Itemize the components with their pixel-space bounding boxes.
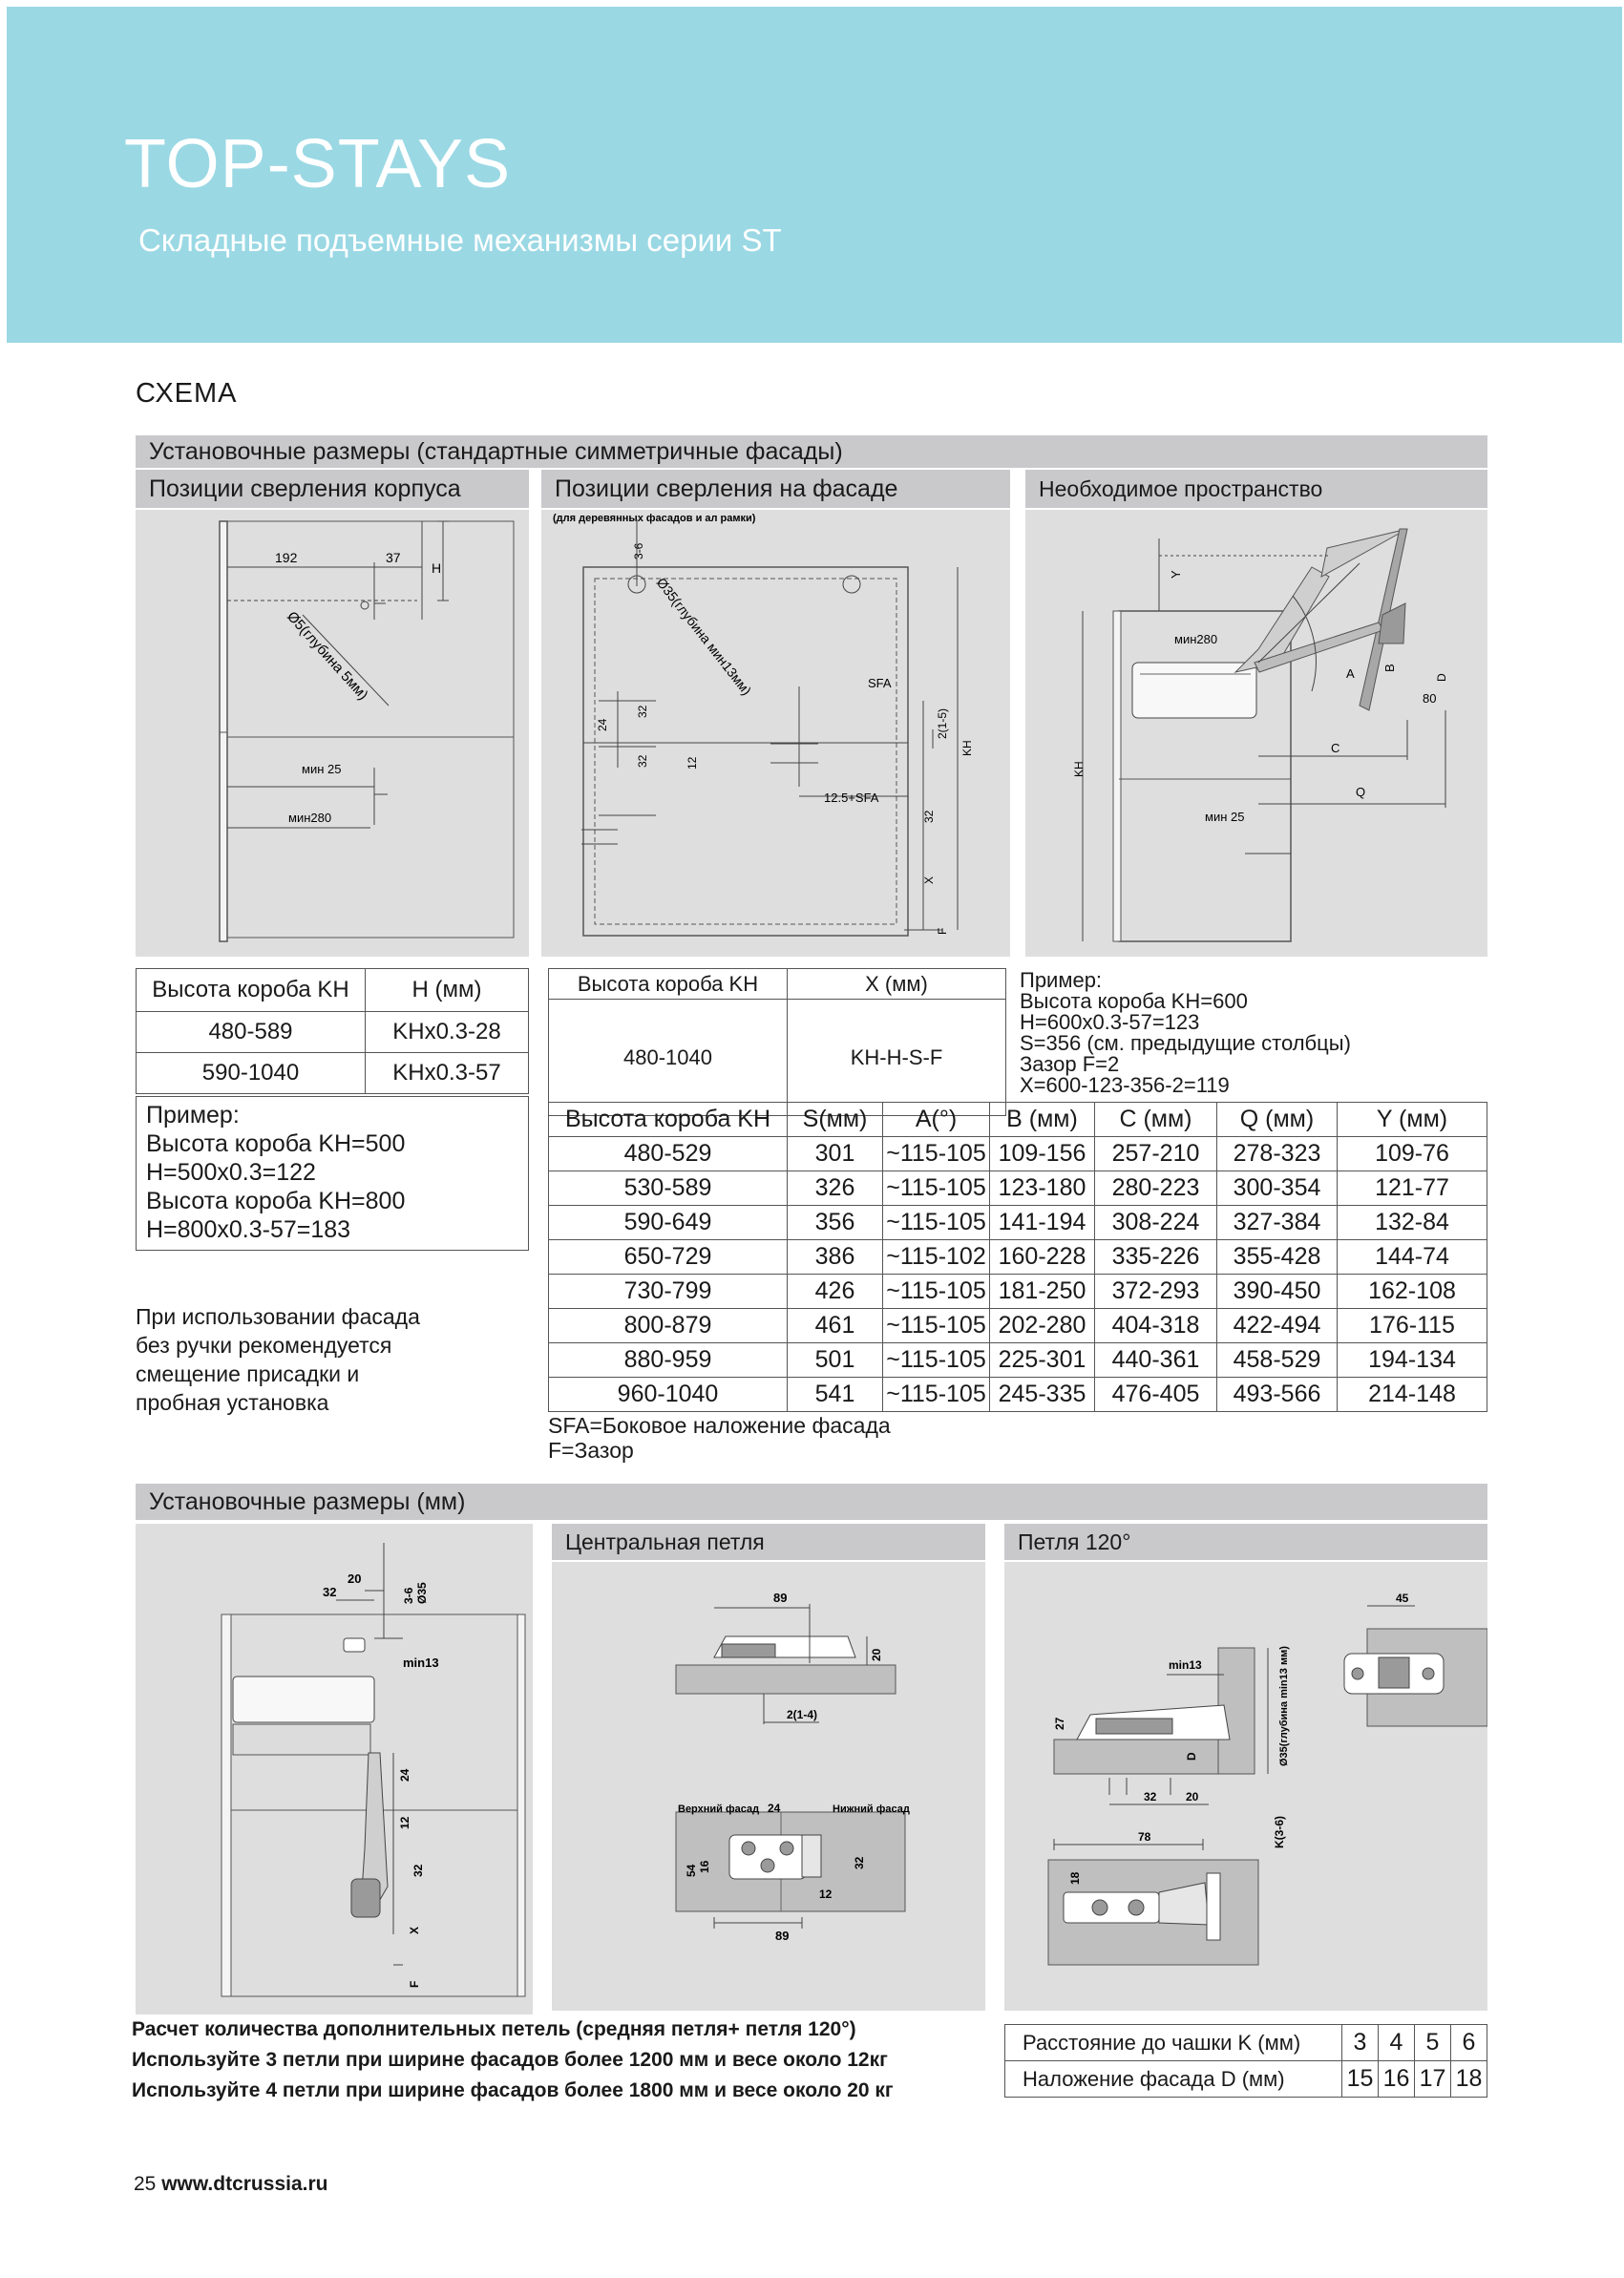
- example-right-line: S=356 (см. предыдущие столбцы): [1020, 1031, 1351, 1055]
- dim-12: 12: [819, 1888, 833, 1901]
- section2-title-bar: [136, 1484, 1487, 1520]
- table-cell: 650-729: [549, 1240, 788, 1275]
- page-number: 25: [134, 2173, 157, 2195]
- table-cell: 501: [788, 1343, 883, 1378]
- dim-27: 27: [1053, 1717, 1066, 1730]
- table-cell: KHx0.3-28: [366, 1012, 529, 1053]
- legend: [548, 1413, 891, 1463]
- table-cell: 109-76: [1338, 1137, 1487, 1171]
- dim-32b: 32: [636, 754, 649, 768]
- dim-2-1-5: 2(1-5): [936, 707, 949, 739]
- example-left-line: H=800x0.3-57=183: [146, 1216, 351, 1243]
- table-row: [549, 1309, 1487, 1343]
- dim-32: 32: [853, 1856, 866, 1869]
- note-line: пробная установка: [136, 1390, 329, 1415]
- dim-32c: 32: [922, 810, 936, 823]
- dim-f: F: [408, 1980, 421, 1988]
- dim-32a: 32: [636, 705, 649, 718]
- dim-min280: мин280: [1174, 632, 1218, 646]
- legend-f: F=Зазор: [548, 1438, 634, 1463]
- table-cell: 4: [1379, 2025, 1415, 2061]
- panel-a-title-bar: [136, 470, 529, 508]
- table-row: [549, 1240, 1487, 1275]
- main-header-c: C (мм): [1095, 1103, 1217, 1137]
- table-cell: 5: [1415, 2025, 1451, 2061]
- table-cell: 422-494: [1217, 1309, 1338, 1343]
- dim-kh: KH: [1072, 761, 1086, 777]
- table-cell: 121-77: [1338, 1171, 1487, 1206]
- dim-20: 20: [348, 1571, 362, 1586]
- example-right-box: [1020, 970, 1351, 1096]
- table-cell: 356: [788, 1206, 883, 1240]
- table-cell: ~115-102: [883, 1240, 990, 1275]
- calc-line: Используйте 3 петли при ширине фасадов более 1200 мм и весе около 12кг: [132, 2049, 888, 2071]
- table-cell: KHx0.3-57: [366, 1053, 529, 1094]
- table-cell: 480-1040: [549, 1000, 788, 1116]
- section2-panel-c-bar: [1004, 1524, 1487, 1560]
- dim-x: X: [922, 875, 936, 884]
- table-cell: ~115-105: [883, 1206, 990, 1240]
- main-header-q: Q (мм): [1217, 1103, 1338, 1137]
- table-cell: 458-529: [1217, 1343, 1338, 1378]
- example-right-line: Пример:: [1020, 968, 1103, 992]
- website-link[interactable]: www.dtcrussia.ru: [161, 2173, 328, 2195]
- table-cell: 480-589: [137, 1012, 366, 1053]
- header-banner: [7, 7, 1622, 343]
- table-cell: ~115-105: [883, 1309, 990, 1343]
- dim-kh: KH: [960, 740, 974, 756]
- table-cell: 480-529: [549, 1137, 788, 1171]
- note-line: без ручки рекомендуется: [136, 1333, 392, 1358]
- table-cell: 18: [1451, 2061, 1487, 2098]
- table-cell: 960-1040: [549, 1378, 788, 1412]
- table-cell: 225-301: [990, 1343, 1095, 1378]
- top-facade-label: Верхний фасад: [678, 1803, 760, 1815]
- dim-h: H: [432, 560, 442, 576]
- section2-panel-b-title: Центральная петля: [565, 1529, 765, 1554]
- dim-3-6: 3-6: [402, 1587, 415, 1604]
- table-row: [549, 1378, 1487, 1412]
- table-h-header-h: H (мм): [366, 969, 529, 1012]
- dim-a: A: [1346, 666, 1355, 681]
- dim-18: 18: [1068, 1871, 1082, 1885]
- table-cell: 590-1040: [137, 1053, 366, 1094]
- dim-sfa: SFA: [868, 676, 892, 690]
- example-left-box: [136, 1096, 529, 1251]
- table-cell: 162-108: [1338, 1275, 1487, 1309]
- table-cell: 123-180: [990, 1171, 1095, 1206]
- table-cell: 326: [788, 1171, 883, 1206]
- example-left-line: Высота короба KH=800: [146, 1188, 406, 1214]
- table-row: [549, 1275, 1487, 1309]
- table-cell: 278-323: [1217, 1137, 1338, 1171]
- table-row: [1005, 2061, 1487, 2098]
- dim-min13: min13: [403, 1656, 439, 1670]
- table-cell: 590-649: [549, 1206, 788, 1240]
- table-cell: 493-566: [1217, 1378, 1338, 1412]
- dim-12: 12: [685, 756, 699, 770]
- dim-k: K(3-6): [1273, 1815, 1286, 1848]
- scheme-heading: СХЕМА: [136, 378, 238, 409]
- dim-24: 24: [398, 1768, 411, 1782]
- section1-title-text: Установочные размеры (стандартные симметричные фасады): [149, 437, 843, 465]
- table-cell: 541: [788, 1378, 883, 1412]
- dim-2-1-4: 2(1-4): [787, 1708, 818, 1721]
- table-cell: ~115-105: [883, 1171, 990, 1206]
- dim-45: 45: [1396, 1592, 1409, 1605]
- brand-subtitle: Складные подъемные механизмы серии ST: [138, 222, 782, 258]
- table-cell: 109-156: [990, 1137, 1095, 1171]
- dim-q: Q: [1356, 785, 1366, 799]
- main-header-y: Y (мм): [1338, 1103, 1487, 1137]
- depth-label: Ø35(глубина min13 мм): [1278, 1646, 1290, 1766]
- table-cell: ~115-105: [883, 1275, 990, 1309]
- dim-b: B: [1382, 664, 1397, 672]
- table-x-header-kh: Высота короба KH: [549, 969, 788, 1000]
- brand-title: TOP-STAYS: [124, 126, 512, 202]
- table-cell: 386: [788, 1240, 883, 1275]
- table-cell: 461: [788, 1309, 883, 1343]
- hinge-calculation: [132, 2014, 894, 2106]
- table-cell: 3: [1342, 2025, 1379, 2061]
- table-cell: 141-194: [990, 1206, 1095, 1240]
- table-cell: 132-84: [1338, 1206, 1487, 1240]
- table-cell: ~115-105: [883, 1137, 990, 1171]
- facade-hole-label: Ø35(глубина мин13мм): [653, 574, 755, 698]
- dim-35: Ø35: [415, 1582, 429, 1604]
- dim-24: 24: [768, 1802, 781, 1815]
- section1-title: [136, 435, 1487, 468]
- table-cell: 280-223: [1095, 1171, 1217, 1206]
- panel-c-title-bar: [1025, 470, 1487, 508]
- central-hinge-diagram: [552, 1562, 985, 2011]
- dim-32b: 32: [411, 1864, 425, 1877]
- table-cell: 300-354: [1217, 1171, 1338, 1206]
- main-header-b: B (мм): [990, 1103, 1095, 1137]
- dim-37: 37: [386, 550, 401, 565]
- table-cell: 301: [788, 1137, 883, 1171]
- cabinet-drilling-diagram: [136, 510, 529, 957]
- table-cell: 530-589: [549, 1171, 788, 1206]
- table-cell: 160-228: [990, 1240, 1095, 1275]
- table-row: [549, 1137, 1487, 1171]
- dim-min25: мин 25: [302, 762, 342, 776]
- dim-f: F: [936, 927, 949, 935]
- table-cell: 440-361: [1095, 1343, 1217, 1378]
- table-cell: KH-H-S-F: [788, 1000, 1006, 1116]
- table-x: [548, 968, 1006, 1116]
- table-cell: 17: [1415, 2061, 1451, 2098]
- dim-32: 32: [323, 1585, 337, 1599]
- dim-20: 20: [1186, 1790, 1199, 1803]
- example-left-line: Пример:: [146, 1102, 240, 1128]
- table-cell: 202-280: [990, 1309, 1095, 1343]
- dim-min13: min13: [1169, 1658, 1202, 1672]
- dim-32: 32: [1144, 1790, 1157, 1803]
- table-cell: 327-384: [1217, 1206, 1338, 1240]
- dim-min25: мин 25: [1205, 810, 1245, 824]
- main-dimension-table: [548, 1102, 1487, 1412]
- legend-sfa: SFA=Боковое наложение фасада: [548, 1413, 891, 1438]
- table-row: [549, 1343, 1487, 1378]
- table-cell: 194-134: [1338, 1343, 1487, 1378]
- facade-drilling-diagram: [541, 510, 1010, 957]
- dim-89: 89: [773, 1591, 788, 1605]
- dim-89b: 89: [775, 1929, 790, 1943]
- example-right-line: Высота короба KH=600: [1020, 989, 1248, 1013]
- dim-3-6: 3-6: [632, 542, 645, 559]
- panel-c-title: Необходимое пространство: [1039, 475, 1323, 501]
- k-distance-table: [1004, 2024, 1487, 2098]
- table-cell: 15: [1342, 2061, 1379, 2098]
- section2-panel-c-title: Петля 120°: [1018, 1529, 1131, 1554]
- dim-d: D: [1185, 1752, 1198, 1761]
- table-cell: 144-74: [1338, 1240, 1487, 1275]
- table-cell: 800-879: [549, 1309, 788, 1343]
- table-row: [549, 1206, 1487, 1240]
- dim-c: C: [1331, 741, 1340, 755]
- table-cell: 176-115: [1338, 1309, 1487, 1343]
- dim-78: 78: [1138, 1830, 1151, 1844]
- table-h-header-kh: Высота короба KH: [137, 969, 366, 1012]
- table-cell: ~115-105: [883, 1343, 990, 1378]
- table-row: [1005, 2025, 1487, 2061]
- table-cell: 372-293: [1095, 1275, 1217, 1309]
- dim-80: 80: [1423, 691, 1437, 706]
- panel-b-title-bar: [541, 470, 1010, 508]
- table-cell: 476-405: [1095, 1378, 1217, 1412]
- table-row: [549, 1000, 1006, 1116]
- calc-line: Используйте 4 петли при ширине фасадов более 1800 мм и весе около 20 кг: [132, 2079, 894, 2101]
- dim-y: Y: [1169, 570, 1183, 579]
- note-line: При использовании фасада: [136, 1304, 420, 1329]
- calc-line: Расчет количества дополнительных петель (средняя петля+ петля 120°): [132, 2018, 856, 2040]
- hinge-120-diagram: [1004, 1562, 1487, 2011]
- example-left-line: H=500x0.3=122: [146, 1159, 316, 1186]
- main-header-kh: Высота короба KH: [549, 1103, 788, 1137]
- table-row: [137, 1053, 529, 1094]
- table-cell: 181-250: [990, 1275, 1095, 1309]
- mounting-dimensions-diagram: [136, 1524, 533, 2014]
- dim-16: 16: [698, 1860, 711, 1873]
- table-cell: 730-799: [549, 1275, 788, 1309]
- dim-20: 20: [870, 1648, 883, 1661]
- bottom-facade-label: Нижний фасад: [833, 1803, 910, 1815]
- hole-label: Ø5(глубина 5мм): [284, 608, 371, 704]
- dim-d: D: [1435, 673, 1448, 682]
- example-right-line: X=600-123-356-2=119: [1020, 1073, 1230, 1097]
- table-cell: 245-335: [990, 1378, 1095, 1412]
- main-header-s: S(мм): [788, 1103, 883, 1137]
- table-x-header-x: X (мм): [788, 969, 1006, 1000]
- dim-54: 54: [685, 1864, 698, 1877]
- table-cell: 426: [788, 1275, 883, 1309]
- table-cell: ~115-105: [883, 1378, 990, 1412]
- table-cell: 390-450: [1217, 1275, 1338, 1309]
- table-cell: 880-959: [549, 1343, 788, 1378]
- dim-192: 192: [275, 550, 298, 565]
- required-space-diagram: [1025, 510, 1487, 957]
- panel-b-note: (для деревянных фасадов и ал рамки): [553, 513, 756, 524]
- table-cell: 214-148: [1338, 1378, 1487, 1412]
- panel-b-title: Позиции сверления на фасаде: [555, 475, 898, 502]
- panel-a-title: Позиции сверления корпуса: [149, 475, 461, 502]
- footer: [134, 2173, 327, 2196]
- facade-note: [136, 1302, 420, 1417]
- example-right-line: Зазор F=2: [1020, 1052, 1120, 1076]
- table-cell: 355-428: [1217, 1240, 1338, 1275]
- section2-title: Установочные размеры (мм): [149, 1487, 466, 1515]
- dim-x: X: [408, 1926, 421, 1934]
- table-cell: 257-210: [1095, 1137, 1217, 1171]
- table-row: [137, 1012, 529, 1053]
- dim-12-5-sfa: 12.5+SFA: [824, 791, 879, 805]
- example-left-line: Высота короба KH=500: [146, 1130, 406, 1157]
- table-row: [549, 1171, 1487, 1206]
- note-line: смещение присадки и: [136, 1361, 360, 1386]
- table-cell: Расстояние до чашки K (мм): [1005, 2025, 1342, 2061]
- main-header-a: A(°): [883, 1103, 990, 1137]
- table-h: [136, 968, 529, 1094]
- example-right-line: H=600x0.3-57=123: [1020, 1010, 1200, 1034]
- dim-12: 12: [398, 1816, 411, 1829]
- table-cell: 404-318: [1095, 1309, 1217, 1343]
- table-cell: 6: [1451, 2025, 1487, 2061]
- dim-min280: мин280: [288, 811, 332, 825]
- section2-panel-b-bar: [552, 1524, 985, 1560]
- table-cell: 308-224: [1095, 1206, 1217, 1240]
- table-cell: Наложение фасада D (мм): [1005, 2061, 1342, 2098]
- dim-24: 24: [596, 718, 609, 731]
- table-cell: 335-226: [1095, 1240, 1217, 1275]
- table-cell: 16: [1379, 2061, 1415, 2098]
